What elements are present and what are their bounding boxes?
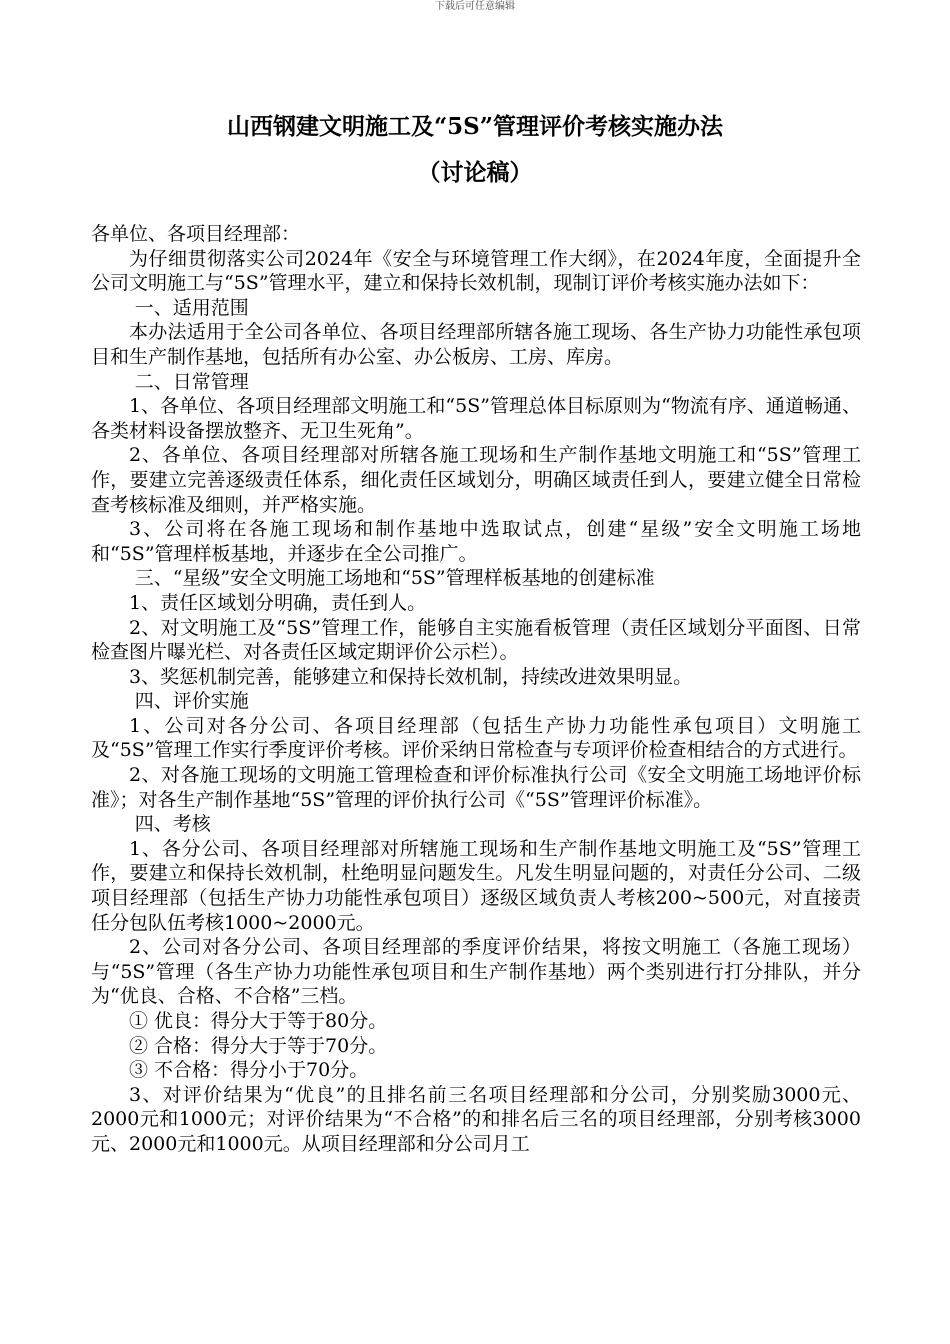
section-heading: 四、考核 [134, 813, 211, 836]
section-heading: 二、日常管理 [134, 370, 249, 393]
paragraph: 本办法适用于全公司各单位、各项目经理部所辖各施工现场、各生产协力功能性承包项目和生产制作基地，包括所有办公室、办公板房、工房、库房。 [91, 321, 861, 368]
document-title: 山西钢建文明施工及“5S”管理评价考核实施办法 [226, 113, 724, 140]
paragraph: ③ 不合格：得分小于70分。 [129, 1059, 369, 1082]
paragraph: 3、奖惩机制完善，能够建立和保持长效机制，持续改进效果明显。 [129, 665, 693, 688]
paragraph: 1、各分公司、各项目经理部对所辖施工现场和生产制作基地文明施工及“5S”管理工作，要建立和保持长效机制，杜绝明显问题发生。凡发生明显问题的，对责任分公司、二级项目经理部（包括生产协力功能性承包项目）逐级区域负责人考核200~500元，对直接责任分包队伍考核1000~2000元。 [91, 837, 861, 934]
paragraph: 3、对评价结果为“优良”的且排名前三名项目经理部和分公司，分别奖励3000元、2000元和1000元；对评价结果为“不合格”的和排名后三名的项目经理部，分别考核3000元、2000元和1000元。从项目经理部和分公司月工 [91, 1083, 861, 1155]
document-subtitle: （讨论稿） [417, 159, 533, 186]
paragraph: 3、公司将在各施工现场和制作基地中选取试点，创建“星级”安全文明施工场地和“5S”管理样板基地，并逐步在全公司推广。 [91, 518, 861, 565]
section-heading: 一、适用范围 [134, 296, 249, 319]
paragraph: ② 合格：得分大于等于70分。 [129, 1034, 388, 1057]
paragraph: 1、各单位、各项目经理部文明施工和“5S”管理总体目标原则为“物流有序、通道畅通、各类材料设备摆放整齐、无卫生死角”。 [91, 395, 861, 442]
paragraph: 1、公司对各分公司、各项目经理部（包括生产协力功能性承包项目）文明施工及“5S”管理工作实行季度评价考核。评价采纳日常检查与专项评价检查相结合的方式进行。 [91, 714, 861, 762]
paragraph: 为仔细贯彻落实公司2024年《安全与环境管理工作大纲》，在2024年度，全面提升全公司文明施工与“5S”管理水平，建立和保持长效机制，现制订评价考核实施办法如下： [91, 247, 861, 295]
salutation: 各单位、各项目经理部： [91, 223, 301, 245]
paragraph: ① 优良：得分大于等于80分。 [129, 1010, 388, 1032]
section-heading: 四、评价实施 [134, 690, 249, 713]
document-body [91, 222, 861, 1157]
section-heading: 三、“星级”安全文明施工场地和“5S”管理样板基地的创建标准 [134, 567, 655, 590]
page-header-note: 下载后可任意编辑 [435, 1, 515, 12]
paragraph: 2、对各施工现场的文明施工管理检查和评价标准执行公司《安全文明施工场地评价标准》；对各生产制作基地“5S”管理的评价执行公司《“5S”管理评价标准》。 [91, 764, 861, 811]
paragraph: 2、各单位、各项目经理部对所辖各施工现场和生产制作基地文明施工和“5S”管理工作，要建立完善逐级责任体系，细化责任区域划分，明确区域责任到人，要建立健全日常检查考核标准及细则，并严格实施。 [91, 444, 861, 516]
paragraph: 1、责任区域划分明确，责任到人。 [129, 591, 427, 614]
paragraph: 2、对文明施工及“5S”管理工作，能够自主实施看板管理（责任区域划分平面图、日常检查图片曝光栏、对各责任区域定期评价公示栏）。 [91, 616, 861, 664]
paragraph: 2、公司对各分公司、各项目经理部的季度评价结果，将按文明施工（各施工现场）与“5S”管理（各生产协力功能性承包项目和生产制作基地）两个类别进行打分排队，并分为“优良、合格、不合格”三档。 [91, 936, 861, 1008]
